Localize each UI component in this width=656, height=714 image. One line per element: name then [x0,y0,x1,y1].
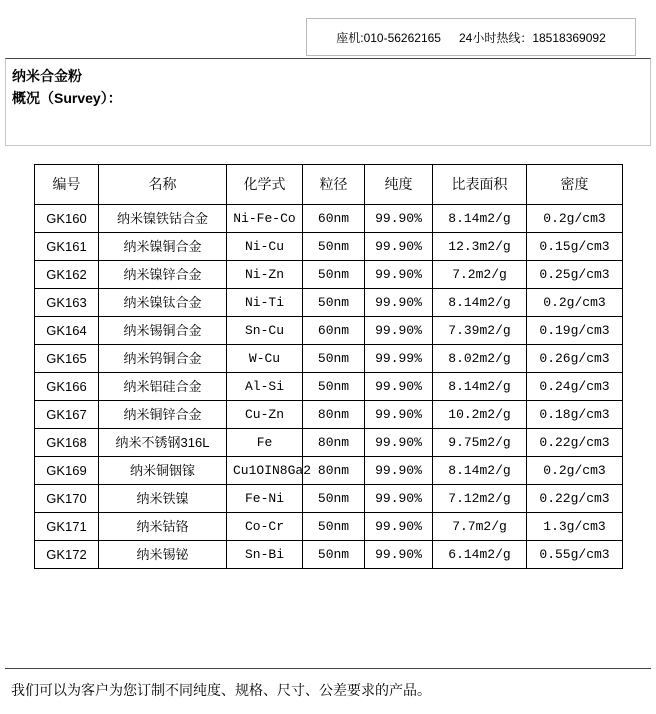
table-head [35,165,623,205]
cell-id: GK164 [35,317,99,345]
cell-formula: Cu1OIN8Ga2 [227,457,303,485]
cell-purity: 99.90% [365,485,433,513]
cell-formula: Fe-Ni [227,485,303,513]
cell-id: GK171 [35,513,99,541]
table-row [35,373,623,401]
cell-density: 0.25g/cm3 [527,261,623,289]
cell-purity: 99.90% [365,429,433,457]
table-row [35,289,623,317]
cell-density: 0.22g/cm3 [527,429,623,457]
cell-area: 7.2m2/g [433,261,527,289]
table-row [35,541,623,569]
cell-name: 纳米钨铜合金 [99,345,227,373]
column-header-formula: 化学式 [227,165,303,205]
cell-area: 8.14m2/g [433,289,527,317]
table-row [35,233,623,261]
cell-name: 纳米不锈钢316L [99,429,227,457]
page-title: 纳米合金粉 [12,68,82,84]
column-header-name: 名称 [99,165,227,205]
cell-id: GK172 [35,541,99,569]
cell-density: 0.24g/cm3 [527,373,623,401]
cell-name: 纳米钴铬 [99,513,227,541]
cell-density: 0.2g/cm3 [527,205,623,233]
cell-size: 50nm [303,373,365,401]
spec-table-wrapper [34,164,622,569]
cell-size: 50nm [303,289,365,317]
cell-id: GK163 [35,289,99,317]
header-block [5,58,651,146]
cell-name: 纳米铜锌合金 [99,401,227,429]
cell-purity: 99.90% [365,205,433,233]
cell-area: 8.14m2/g [433,205,527,233]
cell-size: 50nm [303,345,365,373]
table-row [35,429,623,457]
cell-size: 80nm [303,401,365,429]
table-body [35,205,623,569]
cell-name: 纳米铜铟镓 [99,457,227,485]
cell-density: 1.3g/cm3 [527,513,623,541]
cell-formula: Ni-Zn [227,261,303,289]
cell-name: 纳米铝硅合金 [99,373,227,401]
cell-name: 纳米锡铋 [99,541,227,569]
cell-size: 50nm [303,261,365,289]
table-row [35,317,623,345]
cell-area: 7.39m2/g [433,317,527,345]
cell-formula: Co-Cr [227,513,303,541]
cell-name: 纳米镍铜合金 [99,233,227,261]
table-row [35,457,623,485]
column-header-id: 编号 [35,165,99,205]
cell-area: 8.14m2/g [433,457,527,485]
cell-density: 0.2g/cm3 [527,289,623,317]
cell-area: 9.75m2/g [433,429,527,457]
cell-purity: 99.90% [365,513,433,541]
cell-id: GK162 [35,261,99,289]
cell-size: 80nm [303,457,365,485]
spec-table [34,164,623,569]
cell-purity: 99.90% [365,457,433,485]
cell-id: GK161 [35,233,99,261]
cell-id: GK165 [35,345,99,373]
cell-size: 50nm [303,233,365,261]
cell-formula: Ni-Ti [227,289,303,317]
cell-size: 50nm [303,513,365,541]
cell-purity: 99.90% [365,289,433,317]
table-row [35,205,623,233]
table-row [35,513,623,541]
cell-formula: W-Cu [227,345,303,373]
cell-purity: 99.90% [365,233,433,261]
contact-bar [306,18,636,56]
cell-formula: Ni-Cu [227,233,303,261]
cell-area: 8.14m2/g [433,373,527,401]
cell-area: 7.12m2/g [433,485,527,513]
cell-purity: 99.90% [365,261,433,289]
table-row [35,345,623,373]
cell-density: 0.19g/cm3 [527,317,623,345]
cell-id: GK169 [35,457,99,485]
hotline-phone: 24小时热线：18518369092 [458,30,606,45]
column-header-size: 粒径 [303,165,365,205]
cell-formula: Ni-Fe-Co [227,205,303,233]
footer-note: 我们可以为客户为您订制不同纯度、规格、尺寸、公差要求的产品。 [11,681,431,698]
cell-purity: 99.90% [365,541,433,569]
column-header-purity: 纯度 [365,165,433,205]
cell-name: 纳米铁镍 [99,485,227,513]
cell-area: 10.2m2/g [433,401,527,429]
office-phone: 座机:010-56262165 [336,30,441,45]
cell-id: GK166 [35,373,99,401]
cell-density: 0.2g/cm3 [527,457,623,485]
cell-formula: Fe [227,429,303,457]
cell-id: GK167 [35,401,99,429]
cell-density: 0.22g/cm3 [527,485,623,513]
table-row [35,401,623,429]
cell-size: 50nm [303,541,365,569]
section-subtitle: 概况（Survey）： [12,90,122,106]
cell-density: 0.15g/cm3 [527,233,623,261]
cell-density: 0.26g/cm3 [527,345,623,373]
cell-formula: Sn-Cu [227,317,303,345]
footer-note-bar [5,668,651,710]
cell-name: 纳米镍铁钴合金 [99,205,227,233]
cell-density: 0.55g/cm3 [527,541,623,569]
cell-purity: 99.99% [365,345,433,373]
column-header-density: 密度 [527,165,623,205]
cell-size: 60nm [303,205,365,233]
cell-formula: Cu-Zn [227,401,303,429]
cell-formula: Al-Si [227,373,303,401]
cell-id: GK168 [35,429,99,457]
cell-area: 8.02m2/g [433,345,527,373]
cell-purity: 99.90% [365,401,433,429]
cell-name: 纳米镍锌合金 [99,261,227,289]
cell-purity: 99.90% [365,317,433,345]
table-row [35,485,623,513]
table-header-row [35,165,623,205]
cell-density: 0.18g/cm3 [527,401,623,429]
cell-formula: Sn-Bi [227,541,303,569]
cell-size: 60nm [303,317,365,345]
cell-id: GK170 [35,485,99,513]
cell-area: 12.3m2/g [433,233,527,261]
cell-size: 80nm [303,429,365,457]
cell-area: 7.7m2/g [433,513,527,541]
cell-name: 纳米镍钛合金 [99,289,227,317]
cell-id: GK160 [35,205,99,233]
table-row [35,261,623,289]
cell-purity: 99.90% [365,373,433,401]
column-header-area: 比表面积 [433,165,527,205]
cell-name: 纳米锡铜合金 [99,317,227,345]
cell-area: 6.14m2/g [433,541,527,569]
cell-size: 50nm [303,485,365,513]
